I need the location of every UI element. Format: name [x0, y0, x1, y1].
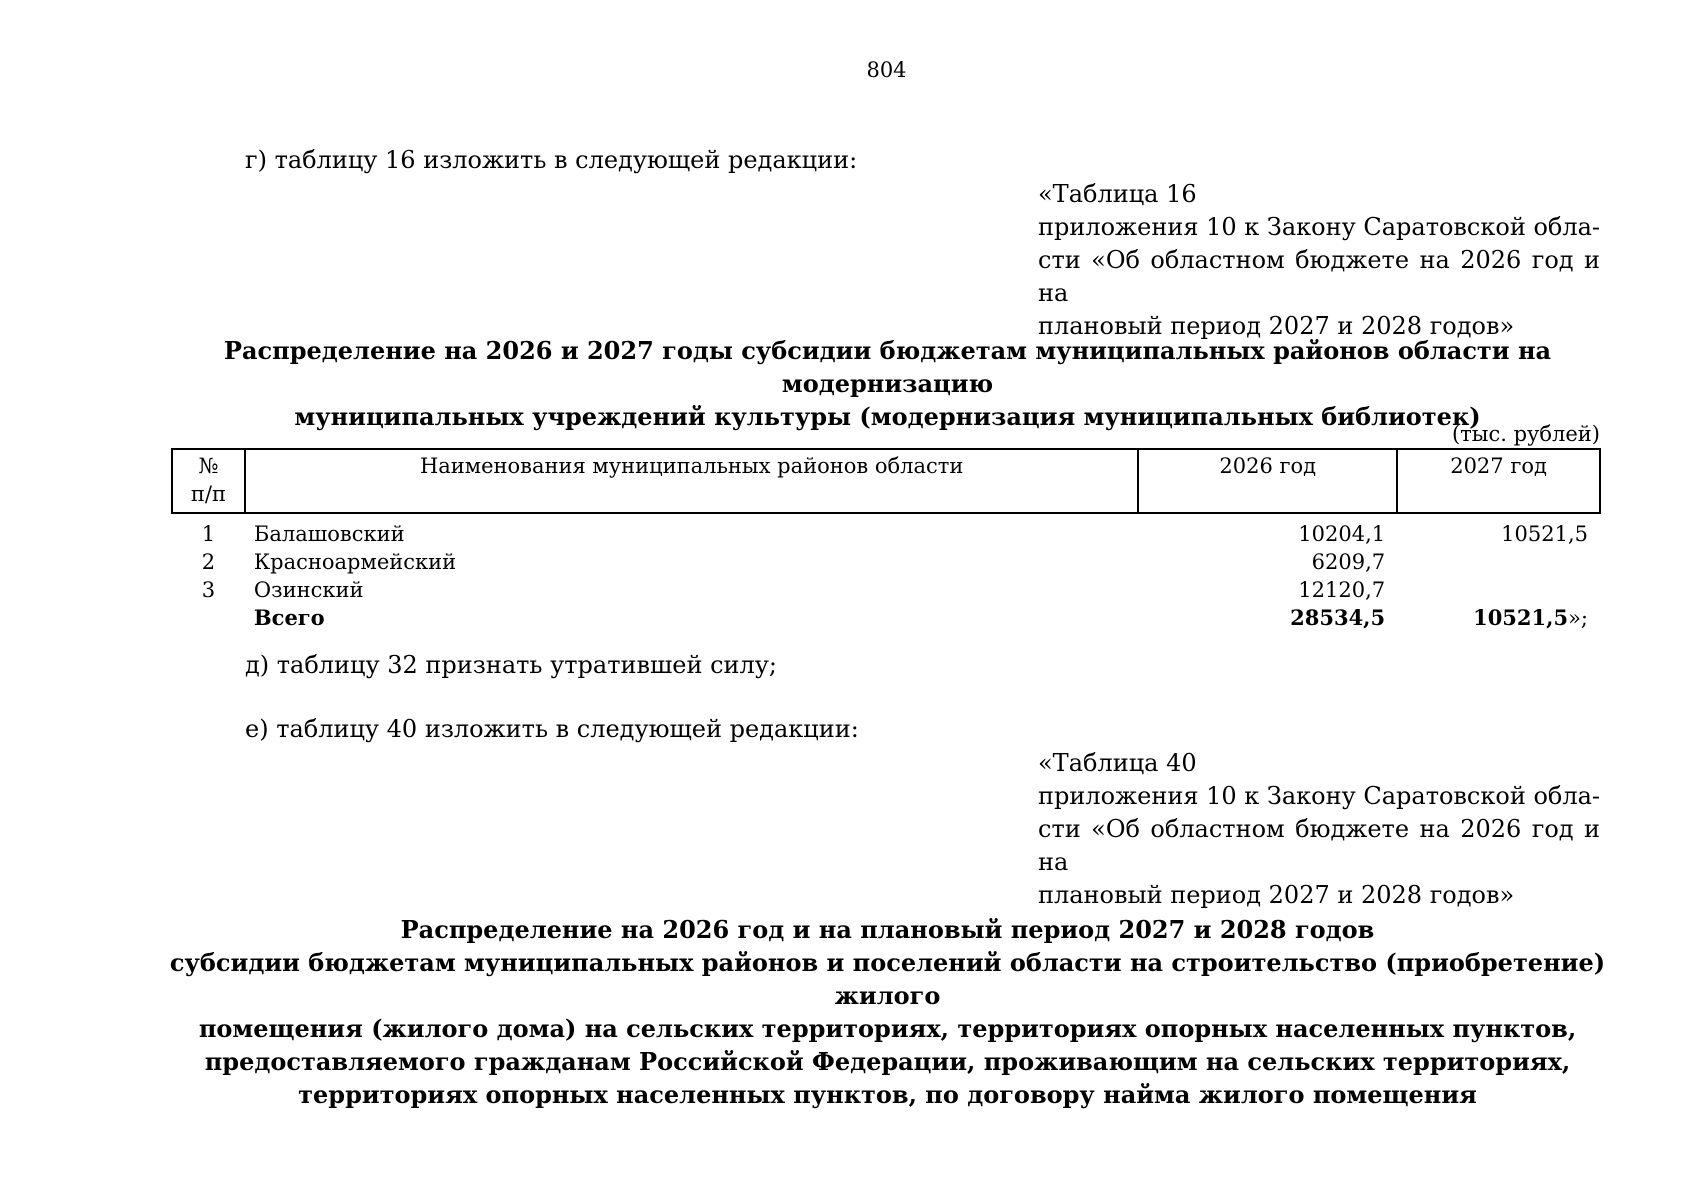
row-value-2026: 12120,7: [1298, 578, 1386, 602]
row-value-2026: 10204,1: [1298, 522, 1386, 546]
total-label: Всего: [253, 605, 325, 630]
table-40-title-line1: Распределение на 2026 год и на плановый период 2027 и 2028 годов: [400, 915, 1375, 944]
header-number-line1: №: [198, 454, 219, 478]
header-number: [172, 449, 245, 513]
table-row: [172, 576, 1600, 604]
appendix-16-line2: приложения 10 к Закону Саратовской обла-: [1038, 213, 1601, 241]
row-number: 2: [201, 550, 216, 574]
row-value-2027: [1397, 548, 1600, 576]
appendix-40-line3: сти «Об областном бюджете на 2026 год и на: [1038, 815, 1600, 876]
row-district-name: Красноармейский: [253, 550, 457, 574]
item-d-paragraph: д) таблицу 32 признать утратившей силу;: [245, 651, 778, 679]
table-40-title: [150, 913, 1625, 1111]
header-2027: 2027 год: [1397, 449, 1600, 513]
closing-quote: »;: [1568, 606, 1588, 630]
table-16: [171, 448, 1601, 632]
table-16-title-line1: Распределение на 2026 и 2027 годы субсидии бюджетам муниципальных районов области на модернизацию: [223, 336, 1552, 398]
row-number: 3: [201, 578, 216, 602]
table-row: [172, 548, 1600, 576]
table-total-row: [172, 604, 1600, 632]
header-2026: 2026 год: [1138, 449, 1397, 513]
appendix-40-line4: плановый период 2027 и 2028 годов»: [1038, 881, 1515, 909]
header-number-line2: п/п: [190, 482, 226, 506]
appendix-16-line4: плановый период 2027 и 2028 годов»: [1038, 312, 1515, 340]
appendix-40-line2: приложения 10 к Закону Саратовской обла-: [1038, 782, 1601, 810]
item-g-paragraph: г) таблицу 16 изложить в следующей редакции:: [245, 146, 858, 174]
appendix-16-note: [1038, 178, 1600, 343]
table-40-title-line5: территориях опорных населенных пунктов, по договору найма жилого помещения: [298, 1080, 1477, 1109]
table-header-row: [172, 449, 1600, 513]
table-40-title-line4: предоставляемого гражданам Российской Федерации, проживающим на сельских территориях,: [204, 1047, 1571, 1076]
total-number-cell: [172, 604, 245, 632]
row-district-name: Озинский: [253, 578, 364, 602]
total-value-2027-cell: [1397, 604, 1600, 632]
row-value-2026: 6209,7: [1311, 550, 1386, 574]
item-e-paragraph: е) таблицу 40 изложить в следующей редакции:: [245, 715, 859, 743]
table-16-title: [150, 334, 1625, 433]
appendix-16-line1: «Таблица 16: [1038, 180, 1197, 208]
table-40-title-line2: субсидии бюджетам муниципальных районов и поселений области на строительство (приобретение) жилого: [169, 948, 1606, 1010]
total-value-2026: 28534,5: [1290, 605, 1386, 630]
page-number: 804: [866, 58, 907, 82]
row-number: 1: [201, 522, 216, 546]
row-district-name: Балашовский: [253, 522, 405, 546]
table-40-title-line3: помещения (жилого дома) на сельских территориях, территориях опорных населенных пунктов,: [198, 1014, 1577, 1043]
appendix-40-line1: «Таблица 40: [1038, 749, 1197, 777]
unit-label: (тыс. рублей): [1451, 422, 1600, 446]
appendix-16-line3: сти «Об областном бюджете на 2026 год и на: [1038, 246, 1600, 307]
appendix-40-note: [1038, 747, 1600, 912]
header-name: Наименования муниципальных районов области: [245, 449, 1139, 513]
table-row: [172, 513, 1600, 548]
total-value-2027: 10521,5: [1473, 605, 1569, 630]
row-value-2027: [1397, 576, 1600, 604]
row-value-2027: 10521,5: [1501, 522, 1588, 546]
table-16-title-line2: муниципальных учреждений культуры (модернизация муниципальных библиотек): [294, 402, 1481, 431]
